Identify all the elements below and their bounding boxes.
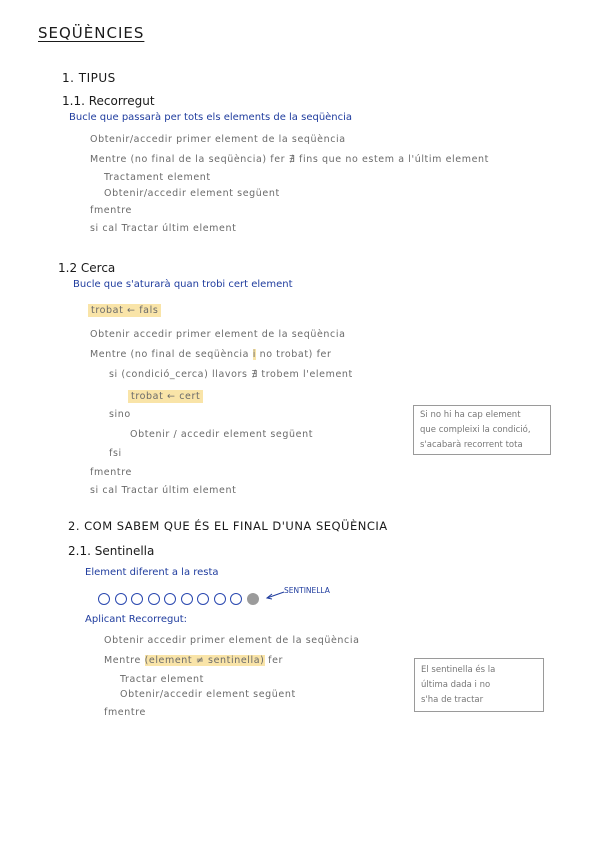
cerca-obtenir: Obtenir / accedir element següent (130, 429, 314, 440)
element-circle (115, 593, 127, 605)
sentinel-circle (247, 593, 259, 605)
sentinel-label: SENTINELLA (284, 586, 330, 595)
element-circle (214, 593, 226, 605)
element-circle (181, 593, 193, 605)
cerca-fsi: fsi (109, 448, 122, 459)
recorregut-line: Tractament element (104, 172, 211, 183)
cerca-init (88, 306, 161, 316)
note-box-cerca: Si no hi ha cap element que compleixi la condició, s'acabarà recorrent tota (413, 405, 551, 455)
element-circle (230, 593, 242, 605)
section-2-1-heading: 2.1. Sentinella (68, 544, 155, 558)
sentinella-line: fmentre (104, 707, 146, 718)
sentinella-line: Obtenir/accedir element següent (120, 689, 296, 700)
arrow-icon (264, 588, 286, 600)
applying-label: Aplicant Recorregut: (85, 614, 188, 625)
section-2-1-subtitle: Element diferent a la resta (85, 567, 219, 578)
cerca-sino: sino (109, 409, 131, 420)
sentinella-mentre: Mentre (element ≠ sentinella) fer (104, 655, 284, 666)
element-circle (148, 593, 160, 605)
cerca-mentre: Mentre (no final de seqüència i no trobat) fer (90, 349, 332, 360)
highlight: (element ≠ sentinella) (144, 655, 265, 666)
sentinella-line: Obtenir accedir primer element de la seqüència (104, 635, 360, 646)
element-circle (131, 593, 143, 605)
highlight: trobat ← cert (128, 390, 203, 403)
cerca-line: Obtenir accedir primer element de la seqüència (90, 329, 346, 340)
element-circle (98, 593, 110, 605)
page-title: SEQÜÈNCIES (38, 24, 145, 42)
note-box-sentinella: El sentinella és la última dada i no s'ha de tractar (414, 658, 544, 712)
element-circle (164, 593, 176, 605)
recorregut-line: si cal Tractar últim element (90, 223, 237, 234)
section-1-2-subtitle: Bucle que s'aturarà quan trobi cert element (73, 279, 293, 290)
recorregut-line: fmentre (90, 205, 132, 216)
cerca-trobat (128, 392, 203, 402)
highlight: trobat ← fals (88, 304, 161, 317)
sentinella-line: Tractar element (120, 674, 205, 685)
section-1-2-heading: 1.2 Cerca (58, 261, 116, 275)
section-1-1-heading: 1.1. Recorregut (62, 94, 155, 108)
cerca-fmentre: fmentre (90, 467, 132, 478)
recorregut-line: Obtenir/accedir element següent (104, 188, 280, 199)
section-2-heading: 2. COM SABEM QUE ÉS EL FINAL D'UNA SEQÜÈNCIA (68, 519, 388, 533)
recorregut-line: Obtenir/accedir primer element de la seqüència (90, 134, 346, 145)
cerca-si: si (condició_cerca) llavors ∄ trobem l'element (109, 369, 353, 380)
element-circle (197, 593, 209, 605)
highlight: i (252, 349, 256, 360)
sequence-diagram (98, 593, 259, 605)
recorregut-line: Mentre (no final de la seqüència) fer ∄ fins que no estem a l'últim element (90, 154, 489, 165)
cerca-last: si cal Tractar últim element (90, 485, 237, 496)
section-1-1-subtitle: Bucle que passarà per tots els elements de la seqüència (69, 112, 353, 123)
section-1-heading: 1. TIPUS (62, 71, 116, 85)
